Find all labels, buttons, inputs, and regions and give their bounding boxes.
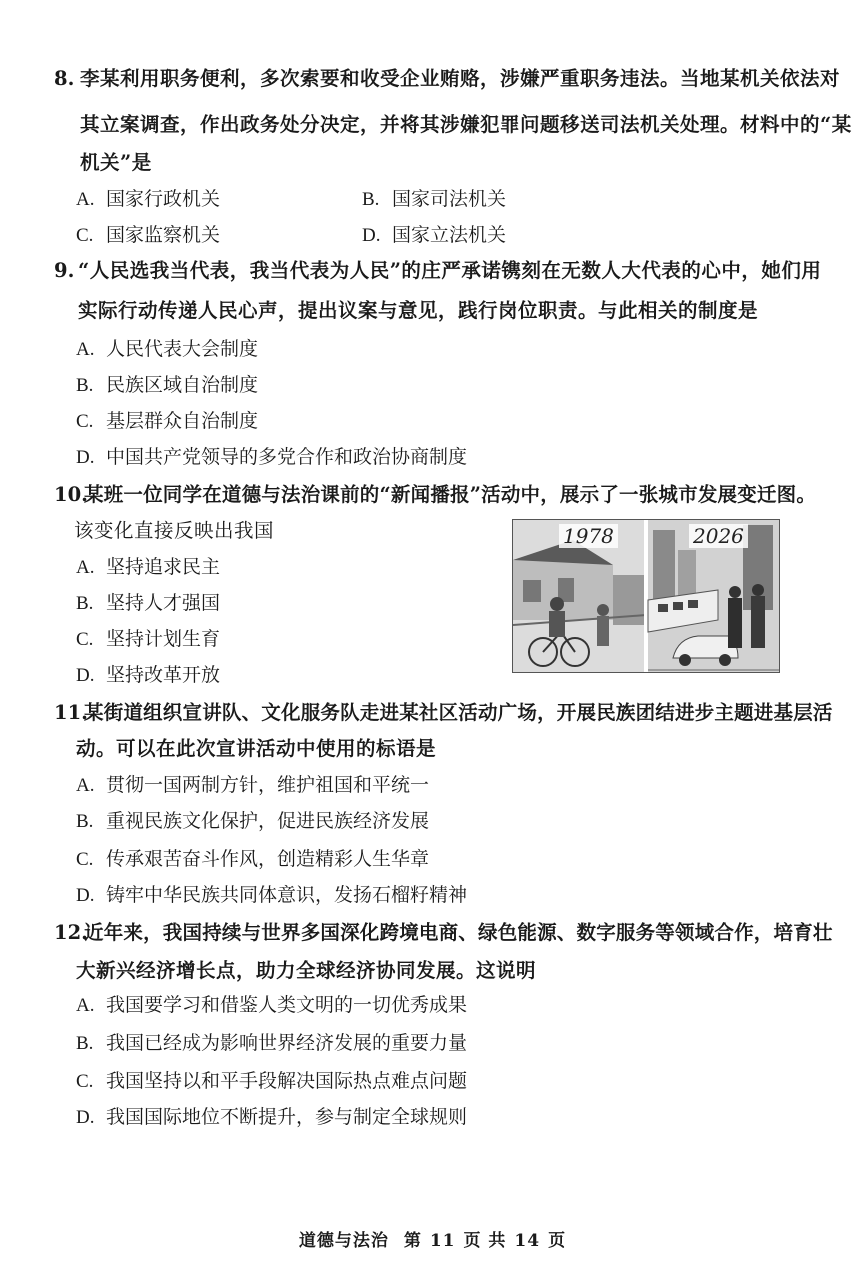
- question-number: 8.: [54, 67, 75, 90]
- option-a[interactable]: A. 国家行政机关: [76, 188, 221, 210]
- option-a[interactable]: A. 人民代表大会制度: [76, 338, 259, 360]
- page-footer: [0, 1226, 865, 1251]
- footer-total-pages: 14: [514, 1231, 541, 1251]
- question-text-line: 近年来，我国持续与世界多国深化跨境电商、绿色能源、数字服务等领域合作，培育壮: [84, 921, 833, 944]
- option-a[interactable]: A. 我国要学习和借鉴人类文明的一切优秀成果: [76, 994, 468, 1016]
- option-a[interactable]: A. 贯彻一国两制方针，维护祖国和平统一: [76, 774, 430, 796]
- footer-page-number: 11: [429, 1231, 456, 1251]
- option-b[interactable]: B. 重视民族文化保护，促进民族经济发展: [76, 810, 430, 832]
- option-c[interactable]: C. 坚持计划生育: [76, 628, 221, 650]
- option-d[interactable]: D. 坚持改革开放: [76, 664, 221, 686]
- question-text-line: 其立案调查，作出政务处分决定，并将其涉嫌犯罪问题移送司法机关处理。材料中的“某: [80, 113, 852, 136]
- question-text-line: 动。可以在此次宣讲活动中使用的标语是: [76, 737, 437, 760]
- question-number: 10.: [54, 483, 88, 506]
- option-a[interactable]: A. 坚持追求民主: [76, 556, 221, 578]
- question-text-line: 某班一位同学在道德与法治课前的“新闻播报”活动中，展示了一张城市发展变迁图。: [84, 483, 817, 506]
- option-d[interactable]: D. 国家立法机关: [362, 224, 507, 246]
- option-c[interactable]: C. 传承艰苦奋斗作风，创造精彩人生华章: [76, 848, 430, 870]
- option-c[interactable]: C. 我国坚持以和平手段解决国际热点难点问题: [76, 1070, 468, 1092]
- footer-page-mid: 页 共: [463, 1231, 507, 1251]
- city-change-image: [512, 519, 780, 673]
- footer-page-suffix: 页: [548, 1231, 567, 1251]
- option-d[interactable]: D. 我国国际地位不断提升，参与制定全球规则: [76, 1106, 468, 1128]
- option-b[interactable]: B. 坚持人才强国: [76, 592, 221, 614]
- question-text-line: 该变化直接反映出我国: [74, 519, 275, 542]
- option-d[interactable]: D. 铸牢中华民族共同体意识，发扬石榴籽精神: [76, 884, 468, 906]
- question-number: 9.: [54, 259, 75, 282]
- question-text-line: “人民选我当代表，我当代表为人民”的庄严承诺镌刻在无数人大代表的心中，她们用: [78, 259, 822, 282]
- question-text-line: 大新兴经济增长点，助力全球经济协同发展。这说明: [76, 959, 537, 982]
- year-label-1978: 1978: [559, 524, 618, 548]
- question-text-line: 某街道组织宣讲队、文化服务队走进某社区活动广场，开展民族团结进步主题进基层活: [84, 701, 833, 724]
- question-text-line: 实际行动传递人民心声，提出议案与意见，践行岗位职责。与此相关的制度是: [78, 299, 759, 322]
- option-b[interactable]: B. 我国已经成为影响世界经济发展的重要力量: [76, 1032, 468, 1054]
- option-c[interactable]: C. 国家监察机关: [76, 224, 221, 246]
- option-b[interactable]: B. 民族区域自治制度: [76, 374, 259, 396]
- question-text-line: 李某利用职务便利，多次索要和收受企业贿赂，涉嫌严重职务违法。当地某机关依法对: [80, 67, 841, 90]
- option-c[interactable]: C. 基层群众自治制度: [76, 410, 259, 432]
- question-number: 11.: [54, 701, 88, 724]
- option-d[interactable]: D. 中国共产党领导的多党合作和政治协商制度: [76, 446, 468, 468]
- question-text-line: 机关”是: [80, 151, 152, 174]
- year-label-2026: 2026: [689, 524, 748, 548]
- footer-page-prefix: 第: [403, 1231, 422, 1251]
- footer-subject: 道德与法治: [298, 1231, 389, 1251]
- question-number: 12.: [54, 921, 88, 944]
- option-b[interactable]: B. 国家司法机关: [362, 188, 507, 210]
